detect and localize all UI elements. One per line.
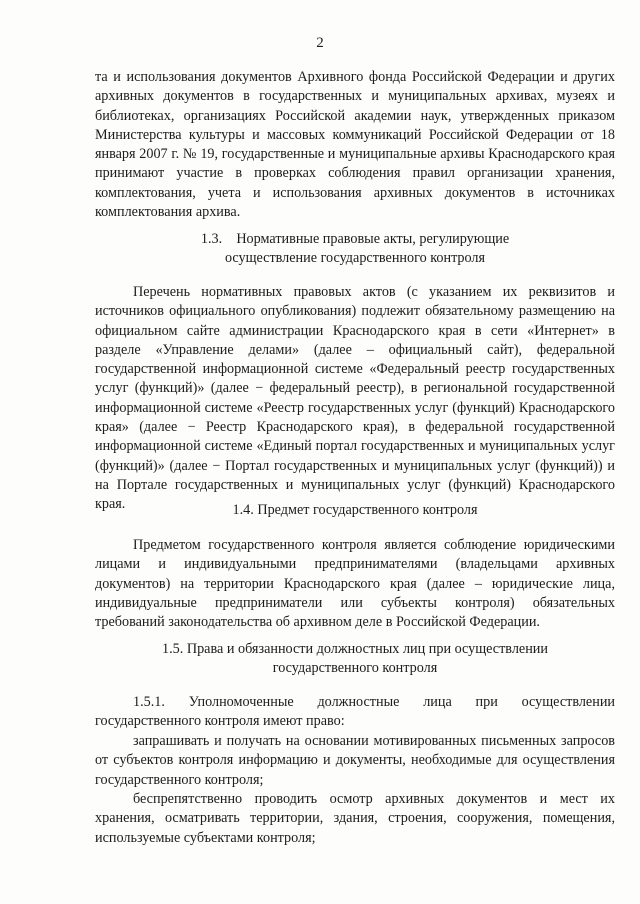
- section-heading-1-4-line1: 1.4. Предмет государственного контроля: [232, 502, 478, 518]
- paragraph-request-documents: запрашивать и получать на основании мотивированных письменных запросов от субъектов контроля информацию и документы, необходимые для осуществления государственного контроля;: [95, 733, 615, 788]
- section-heading-1-3: [95, 230, 615, 269]
- section-heading-1-5-line1: 1.5. Права и обязанности должностных лиц при осуществлении: [162, 641, 548, 657]
- paragraph-archival-inspections: та и использования документов Архивного фонда Российской Федерации и других архивных документов в государственных и муниципальных архивах, музеях и библиотеках, организациях Российской академии наук, утвержденных приказом Министерства культуры и массовых коммуникаций Российской Федерации от 18 января 2007 г. № 19, государственные и муниципальные архивы Краснодарского края принимают участие в проверках соблюдения правил организации хранения, комплектования, учета и использования архивных документов в источниках комплектования архива.: [95, 69, 615, 221]
- paragraph-legal-acts-list: Перечень нормативных правовых актов (с указанием их реквизитов и источников официального опубликования) подлежит обязательному размещению на официальном сайте администрации Краснодарского края в сети «Интернет» в разделе «Управление делами» (далее – официальный сайт), федеральной государственной информационной системе «Федеральный реестр государственных услуг (функций)» (далее − федеральный реестр), в региональной государственной информационной системе «Реестр государственных услуг (функций) Краснодарского края» (далее − Реестр Краснодарского края), в федеральной государственной информационной системе «Единый портал государственных и муниципальных услуг (функций)» (далее − Портал государственных и муниципальных услуг (функций)) и на Портале государственных и муниципальных услуг (функций) Краснодарского края.: [95, 284, 615, 513]
- section-heading-1-5-line2: государственного контроля: [272, 660, 438, 677]
- section-heading-1-4: [95, 501, 615, 520]
- section-heading-1-3-line1: 1.3. Нормативные правовые акты, регулирующие: [200, 231, 510, 247]
- paragraph-1-5-1-rights: 1.5.1. Уполномоченные должностные лица при осуществлении государственного контроля имеют право:: [95, 694, 615, 730]
- page-number: 2: [316, 35, 324, 51]
- section-heading-1-5: [95, 640, 615, 679]
- paragraph-control-subject: Предметом государственного контроля является соблюдение юридическими лицами и индивидуальными предпринимателями (владельцами архивных документов) на территории Краснодарского края (далее – юридические лица, индивидуальные предприниматели или субъекты контроля) обязательных требований законодательства об архивном деле в Российской Федерации.: [95, 537, 615, 631]
- paragraph-inspect-premises: беспрепятственно проводить осмотр архивных документов и мест их хранения, осматривать территории, здания, строения, сооружения, помещения, используемые субъектами контроля;: [95, 791, 615, 846]
- section-heading-1-3-line2: осуществление государственного контроля: [224, 250, 486, 267]
